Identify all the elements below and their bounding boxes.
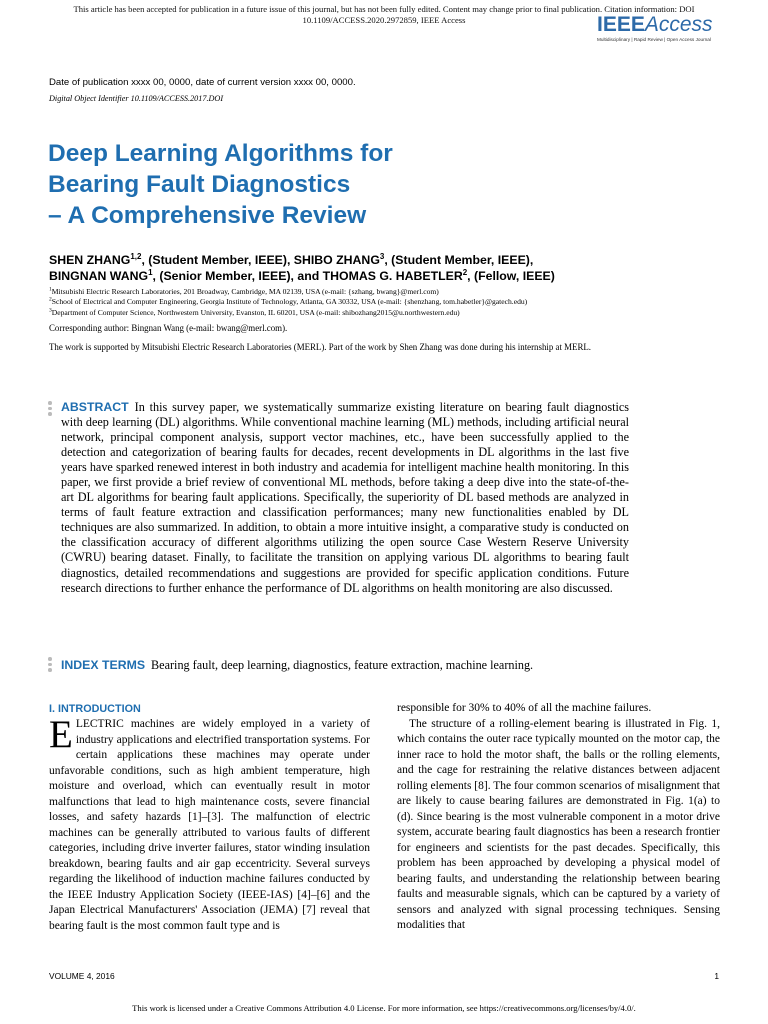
author-superscript: 1 bbox=[148, 267, 153, 277]
ieee-access-logo bbox=[597, 14, 727, 42]
affiliation-sup: 1 bbox=[49, 286, 52, 293]
acceptance-notice-line1: This article has been accepted for publication in a future issue of this journal, but has not been fully edited. Content may change prior to final publication. Citation information: DOI bbox=[73, 4, 695, 14]
paragraph: LECTRIC machines are widely employed in a variety of industry applications and electrified transportation systems. For certain applications these machines may operate under unfavorable conditions, such as high ambient temperature, high moisture and overload, which can eventually result in motor malfunctions that lead to high maintenance costs, severe financial losses, and safety hazards [1]–[3]. The malfunction of electric machines can be generally attributed to various faults of different categories, including drive inverter failures, stator winding insulation breakdown, bearing faults and air gap eccentricity. Several surveys regarding the likelihood of induction machine failures conducted by the IEEE Industry Application Society (IEEE-IAS) [4]–[6] and the Japan Electrical Manufacturers' Association (JEMA) [7] reveal that bearing fault is the most common fault type and is bbox=[49, 718, 370, 932]
page-number: 1 bbox=[714, 971, 719, 981]
author-role: , (Fellow, IEEE) bbox=[467, 269, 555, 283]
author-role: , (Student Member, IEEE), bbox=[384, 253, 534, 267]
index-terms-label: INDEX TERMS bbox=[61, 658, 146, 672]
author-list bbox=[49, 252, 555, 284]
corresponding-author: Corresponding author: Bingnan Wang (e-mail: bwang@merl.com). bbox=[49, 323, 288, 333]
affiliation-sup: 3 bbox=[49, 307, 52, 314]
title-line-3: – A Comprehensive Review bbox=[48, 202, 367, 229]
funding-note: The work is supported by Mitsubishi Electric Research Laboratories (MERL). Part of the work by Shen Zhang was done during his internship at MERL. bbox=[49, 342, 592, 352]
author-superscript: 1,2 bbox=[130, 251, 142, 261]
affiliation-text: Department of Computer Science, Northwestern University, Evanston, IL 60201, USA (e-mail: shibozhang2015@u.northwestern.edu) bbox=[51, 307, 460, 317]
section-heading-introduction: I. INTRODUCTION bbox=[49, 703, 141, 715]
author-name: BINGNAN WANG bbox=[49, 269, 149, 283]
publication-date: Date of publication xxxx 00, 0000, date of current version xxxx 00, 0000. bbox=[49, 77, 356, 88]
affiliation-text: Mitsubishi Electric Research Laboratories, 201 Broadway, Cambridge, MA 02139, USA (e-mail: {szhang, bwang}@merl.com) bbox=[51, 287, 439, 296]
license-notice: This work is licensed under a Creative Commons Attribution 4.0 License. For more information, see https://creativecommons.org/licenses/by/4.0/. bbox=[132, 1003, 636, 1013]
paper-title bbox=[48, 138, 393, 231]
paragraph: The structure of a rolling-element bearing is illustrated in Fig. 1, which contains the outer race typically mounted on the motor cap, the inner race to hold the motor shaft, the balls or the rolling elements, and the cage for restraining the relative distances between adjacent rolling elements [8]. The four common scenarios of misalignment that are likely to cause bearing failures are demonstrated in Fig. 1(a) to (d). Since bearing is the most vulnerable component in a motor drive system, accurate bearing fault diagnostics has been a research frontier for engineers and scientists for the past decades. Specifically, this problem has been approached by developing a physical model of bearing faults, and understanding the relationship between bearing faults and measurable signals, which can be captured by a variety of sensors and analyzed with signal processing techniques. Sensing modalities that bbox=[397, 717, 720, 931]
paragraph: responsible for 30% to 40% of all the machine failures. bbox=[397, 702, 652, 714]
affiliation-item bbox=[49, 308, 527, 318]
volume-label: VOLUME 4, 2016 bbox=[49, 971, 115, 981]
title-line-2: Bearing Fault Diagnostics bbox=[48, 171, 351, 198]
body-column-left bbox=[49, 713, 370, 934]
index-terms-marker-icon bbox=[48, 657, 53, 674]
author-superscript: 3 bbox=[379, 251, 385, 261]
affiliation-item bbox=[49, 297, 527, 307]
logo-access: Access bbox=[644, 13, 713, 36]
author-role: , (Senior Member, IEEE), and THOMAS G. HABETLER bbox=[152, 269, 463, 283]
logo-tagline: Multidisciplinary | Rapid Review | Open Access Journal bbox=[597, 37, 711, 42]
affiliation-item bbox=[49, 287, 527, 297]
doi-line: Digital Object Identifier 10.1109/ACCESS.2017.DOI bbox=[49, 94, 224, 103]
abstract-marker-icon bbox=[48, 401, 53, 418]
acceptance-notice-line2: 10.1109/ACCESS.2020.2972859, IEEE Access bbox=[302, 15, 466, 25]
index-terms-text: Bearing fault, deep learning, diagnostics, feature extraction, machine learning. bbox=[151, 658, 534, 672]
affiliations bbox=[49, 287, 527, 318]
abstract-label: ABSTRACT bbox=[61, 400, 129, 414]
index-terms bbox=[61, 658, 661, 673]
logo-ieee: IEEE bbox=[597, 13, 645, 36]
affiliation-text: School of Electrical and Computer Engineering, Georgia Institute of Technology, Atlanta, GA 30332, USA (e-mail: {shenzhang, tom.habetler}@gatech.edu) bbox=[51, 297, 528, 307]
abstract-text: In this survey paper, we systematically summarize existing literature on bearing fault diagnostics with deep learning (DL) algorithms. While conventional machine learning (ML) methods, including artificial neural network, principal component analysis, support vector machines, etc., have been successfully applied to the detection and categorization of bearing faults for decades, recent developments in DL algorithms in the last five years have sparked renewed interest in both industry and academia for intelligent machine health monitoring. In this paper, we first provide a brief review of conventional ML methods, before taking a deep dive into the state-of-the-art DL algorithms for bearing fault applications. Specifically, the superiority of DL based methods are analyzed in terms of fault feature extraction and classification performances; many new functionalities enabled by DL techniques are also summarized. In addition, to obtain a more intuitive insight, a comparative study is conducted on the classification accuracy of different algorithms utilizing the open source Case Western Reserve University (CWRU) bearing dataset. Finally, to facilitate the transition on applying various DL algorithms to bearing fault diagnostics, detailed recommendations and suggestions are provided for specific application conditions. Future research directions to further enhance the performance of DL algorithms on health monitoring are also discussed. bbox=[61, 400, 629, 595]
body-column-right bbox=[397, 701, 720, 934]
drop-cap: E bbox=[49, 713, 73, 756]
affiliation-sup: 2 bbox=[49, 296, 52, 303]
author-superscript: 2 bbox=[462, 267, 468, 277]
author-role: , (Student Member, IEEE), SHIBO ZHANG bbox=[141, 253, 380, 267]
author-name: SHEN ZHANG bbox=[49, 253, 131, 267]
title-line-1: Deep Learning Algorithms for bbox=[48, 140, 393, 167]
abstract bbox=[61, 400, 629, 596]
